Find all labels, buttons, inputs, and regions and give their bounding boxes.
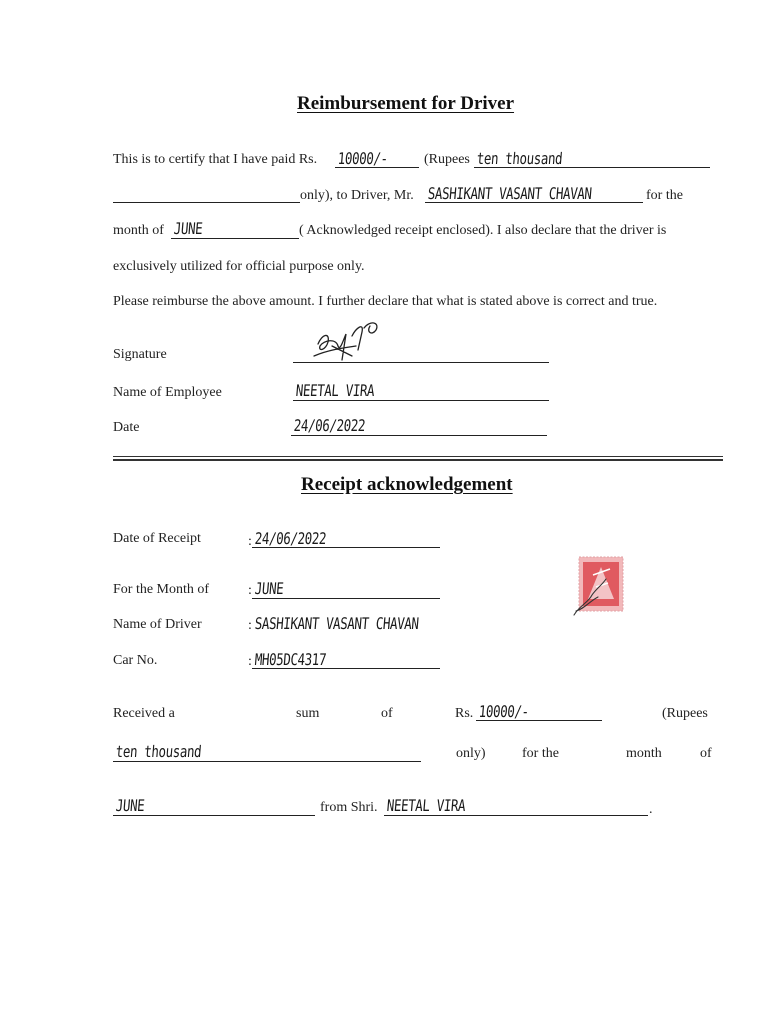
receipt-date-label: Date of Receipt xyxy=(113,531,201,546)
employee-label: Name of Employee xyxy=(113,385,222,400)
receipt-month-field: JUNE xyxy=(254,579,285,598)
of-text: of xyxy=(381,706,393,721)
page-title: Reimbursement for Driver xyxy=(297,93,515,114)
receipt-driver-field: SASHIKANT VASANT CHAVAN xyxy=(254,614,420,633)
colon: : xyxy=(248,534,252,549)
only-close-text: only) xyxy=(456,746,486,761)
receipt-month2-underline xyxy=(113,815,315,816)
only-to-driver: only), to Driver, Mr. xyxy=(300,188,414,203)
receipt-month-underline xyxy=(252,598,440,599)
employee-name-field: NEETAL VIRA xyxy=(295,381,375,400)
employee-underline xyxy=(293,400,549,401)
rupees-open: (Rupees xyxy=(424,152,470,167)
from-shri-text: from Shri. xyxy=(320,800,378,815)
signature-scribble xyxy=(308,316,388,368)
amount-words-field: ten thousand xyxy=(476,149,564,168)
divider-top xyxy=(113,456,723,457)
from-name-field: NEETAL VIRA xyxy=(386,796,466,815)
for-the-text: for the xyxy=(646,188,683,203)
colon: : xyxy=(248,583,252,598)
colon: : xyxy=(248,654,252,669)
month-word-text: month xyxy=(626,746,662,761)
driver-name-field: SASHIKANT VASANT CHAVAN xyxy=(427,184,593,203)
ack-text: ( Acknowledged receipt enclosed). I also declare that the driver is xyxy=(299,223,667,238)
receipt-driver-label: Name of Driver xyxy=(113,617,202,632)
certify-text: This is to certify that I have paid Rs. xyxy=(113,152,318,167)
receipt-month2-field: JUNE xyxy=(115,796,146,815)
divider-bottom xyxy=(113,459,723,461)
amount-field: 10000/- xyxy=(337,149,389,168)
receipt-title: Receipt acknowledgement xyxy=(301,474,513,495)
receipt-words-underline xyxy=(113,761,421,762)
month-of-label: month of xyxy=(113,223,164,238)
please-text: Please reimburse the above amount. I further declare that what is stated above is correct and true. xyxy=(113,294,658,309)
from-name-underline xyxy=(384,815,648,816)
month-field: JUNE xyxy=(173,219,204,238)
date-field: 24/06/2022 xyxy=(293,416,366,435)
exclusive-text: exclusively utilized for official purpose only. xyxy=(113,259,365,274)
date-label: Date xyxy=(113,420,140,435)
car-number-label: Car No. xyxy=(113,653,158,668)
month-underline xyxy=(171,238,299,239)
car-number-field: MH05DC4317 xyxy=(254,650,327,669)
receipt-amount-field: 10000/- xyxy=(478,702,530,721)
rs-text: Rs. xyxy=(455,706,474,721)
receipt-words-field: ten thousand xyxy=(115,742,203,761)
for-the-text-2: for the xyxy=(522,746,559,761)
date-underline xyxy=(291,435,547,436)
blank-underline xyxy=(113,202,300,203)
signature-label: Signature xyxy=(113,347,167,362)
receipt-month-label: For the Month of xyxy=(113,582,210,597)
of-text-2: of xyxy=(700,746,712,761)
revenue-stamp xyxy=(570,553,628,621)
receipt-rupees-open: (Rupees xyxy=(662,706,708,721)
period-mark: . xyxy=(649,802,653,817)
sum-text: sum xyxy=(296,706,320,721)
received-a-text: Received a xyxy=(113,706,175,721)
colon: : xyxy=(248,618,252,633)
receipt-date-field: 24/06/2022 xyxy=(254,529,327,548)
